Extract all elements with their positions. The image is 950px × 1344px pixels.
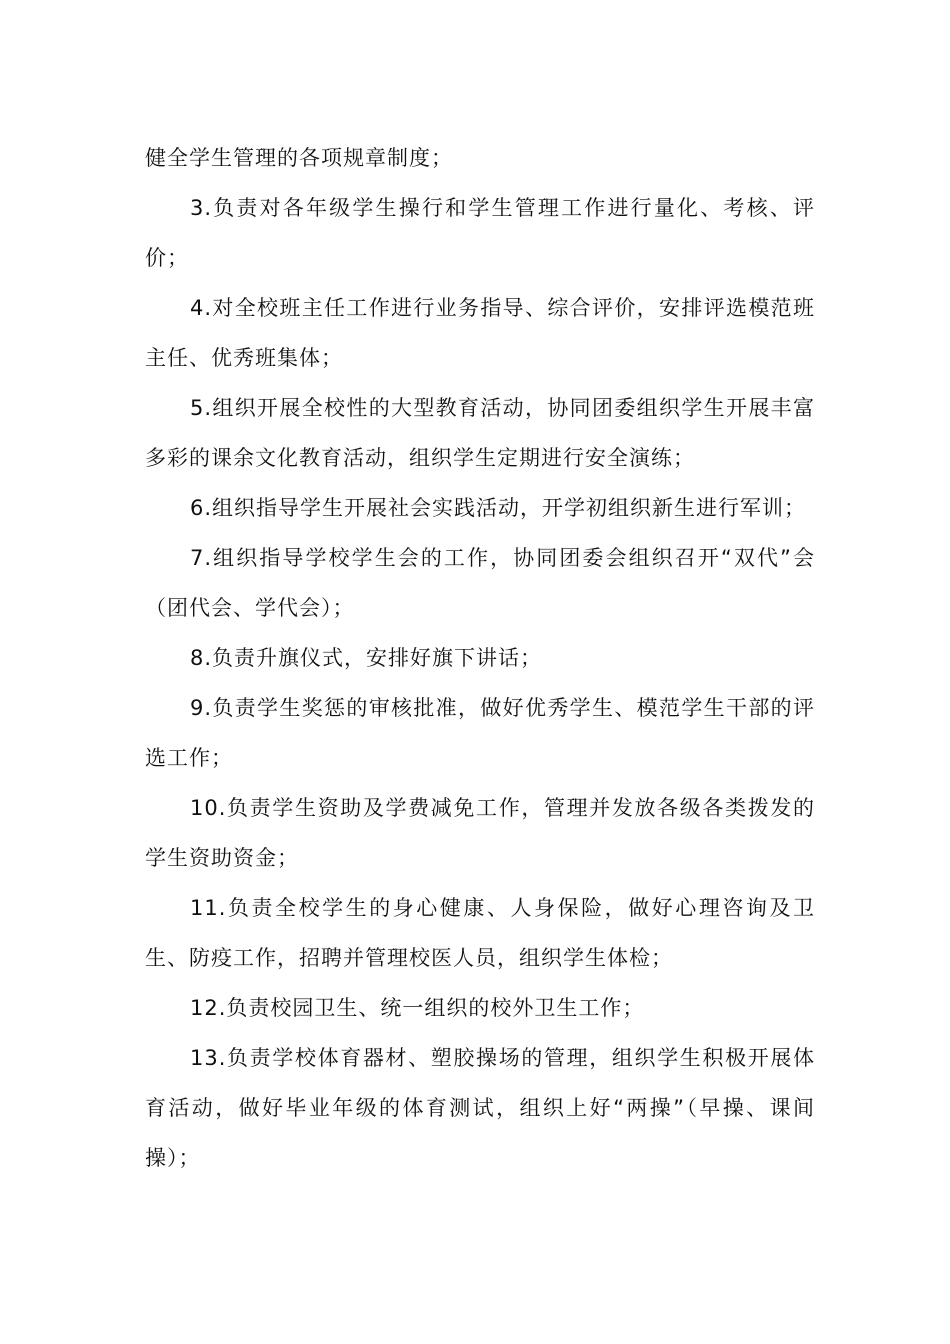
duty-item-13: 13.负责学校体育器材、塑胶操场的管理，组织学生积极开展体育活动，做好毕业年级的体育测试，组织上好“两操”（早操、课间操）； bbox=[145, 1046, 815, 1170]
duty-item-8: 8.负责升旗仪式，安排好旗下讲话； bbox=[190, 646, 543, 670]
duty-item-3: 3.负责对各年级学生操行和学生管理工作进行量化、考核、评价； bbox=[145, 196, 815, 270]
duty-item-11: 11.负责全校学生的身心健康、人身保险，做好心理咨询及卫生、防疫工作，招聘并管理校医人员，组织学生体检； bbox=[145, 896, 815, 970]
duty-item-6: 6.组织指导学生开展社会实践活动，开学初组织新生进行军训； bbox=[190, 496, 807, 520]
duty-item-12: 12.负责校园卫生、统一组织的校外卫生工作； bbox=[190, 996, 645, 1020]
duty-item-5: 5.组织开展全校性的大型教育活动，协同团委组织学生开展丰富多彩的课余文化教育活动，组织学生定期进行安全演练； bbox=[145, 396, 815, 470]
duty-item-10: 10.负责学生资助及学费减免工作，管理并发放各级各类拨发的学生资助资金； bbox=[145, 796, 815, 870]
duty-item-9: 9.负责学生奖惩的审核批准，做好优秀学生、模范学生干部的评选工作； bbox=[145, 696, 815, 770]
duty-item-7: 7.组织指导学校学生会的工作，协同团委会组织召开“双代”会（团代会、学代会）； bbox=[145, 546, 815, 620]
duty-item-4: 4.对全校班主任工作进行业务指导、综合评价，安排评选模范班主任、优秀班集体； bbox=[145, 296, 815, 370]
document-body bbox=[145, 133, 815, 1183]
continuation-paragraph: 健全学生管理的各项规章制度； bbox=[145, 146, 453, 170]
